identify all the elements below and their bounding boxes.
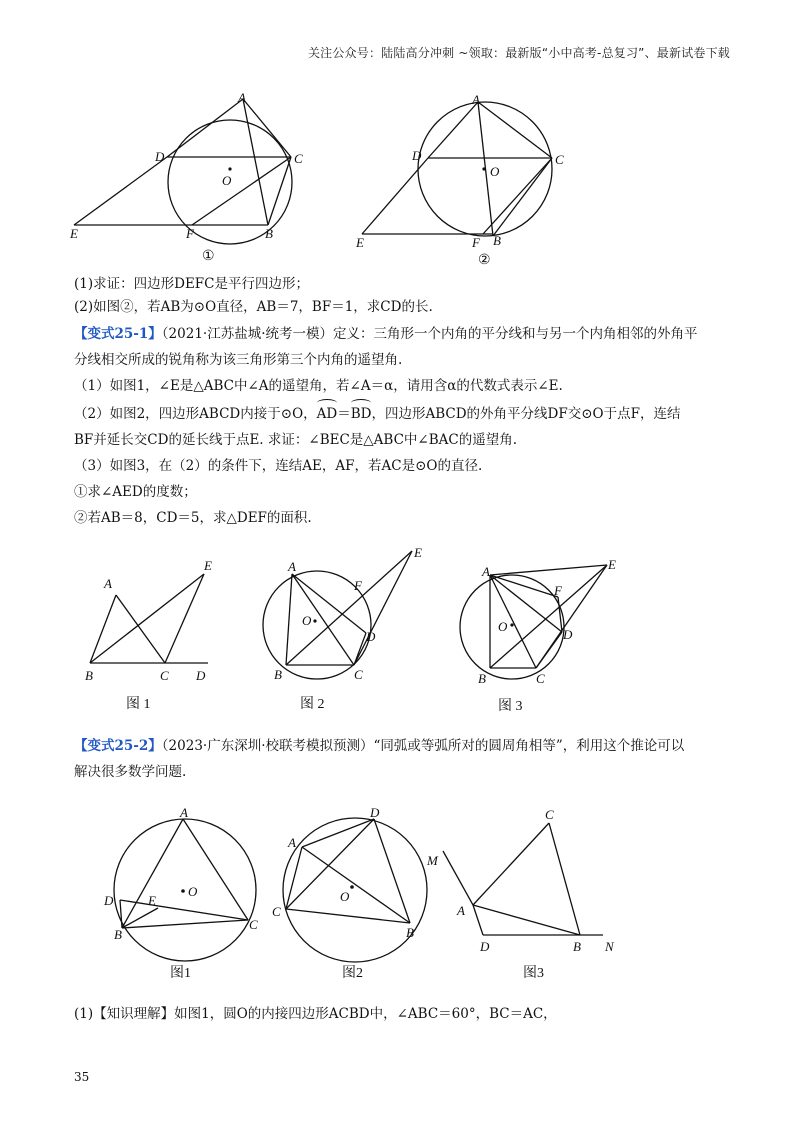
page-number: 35 [74, 1070, 90, 1084]
variant-lead: 【变式25-1】 [74, 326, 162, 342]
label-O: O [340, 889, 350, 904]
label-C: C [160, 668, 169, 683]
label-B: B [406, 925, 414, 940]
arc-bd: BD [350, 406, 372, 422]
label-B: B [274, 667, 282, 682]
arc-ad: AD [316, 406, 338, 422]
variant-lead: 【变式25-2】 [74, 738, 162, 754]
label-C: C [545, 807, 554, 822]
label-O: O [490, 164, 500, 179]
label-B: B [493, 233, 501, 248]
label-C: C [354, 667, 363, 682]
caption: 图2 [342, 966, 363, 981]
label-E: E [608, 557, 616, 572]
label-D: D [366, 629, 376, 644]
label-E: E [70, 226, 78, 241]
figure-top-1 [60, 92, 310, 272]
caption: 图3 [523, 966, 544, 981]
label-O: O [222, 173, 232, 188]
variant-25-1-q3-1: ①求∠AED的度数； [74, 484, 197, 500]
label-E: E [414, 545, 422, 560]
figure-mid-2 [262, 545, 442, 715]
label-D: D [104, 893, 114, 908]
label-O: O [188, 884, 198, 899]
label-N: N [605, 939, 614, 954]
figure-bottom-2 [270, 805, 440, 985]
label-C: C [272, 904, 281, 919]
caption: 图 3 [498, 699, 523, 714]
figure-bottom-3 [425, 805, 625, 985]
label-F: F [354, 578, 362, 593]
label-O: O [498, 619, 508, 634]
problem-q1: (1)求证：四边形DEFC是平行四边形； [74, 276, 309, 292]
caption: ① [202, 249, 215, 264]
variant-25-1-q3-2: ②若AB＝8，CD＝5，求△DEF的面积. [74, 510, 312, 526]
variant-25-1-q1: （1）如图1，∠E是△ABC中∠A的遥望角，若∠A＝α，请用含α的代数式表示∠E. [74, 378, 563, 394]
label-D: D [196, 668, 206, 683]
label-D: D [480, 939, 490, 954]
caption: 图 2 [300, 697, 325, 712]
label-D: D [412, 148, 422, 163]
variant-25-1-q3: （3）如图3，在（2）的条件下，连结AE，AF，若AC是⊙O的直径. [74, 458, 483, 474]
label-C: C [536, 671, 545, 686]
problem-q2: (2)如图②，若AB为⊙O直径，AB＝7，BF＝1，求CD的长. [74, 299, 433, 315]
label-A: A [482, 564, 490, 579]
label-F: F [472, 235, 480, 250]
label-B: B [573, 939, 581, 954]
label-C: C [249, 917, 258, 932]
label-E: E [148, 893, 156, 908]
label-D: D [370, 805, 380, 820]
label-D: D [563, 627, 573, 642]
label-A: A [104, 576, 112, 591]
label-F: F [554, 583, 562, 598]
figure-top-2 [350, 92, 580, 272]
page-header: 关注公众号：陆陆高分冲刺 ~领取：最新版“小中高考-总复习”、最新试卷下载 [307, 46, 730, 60]
variant-25-1-intro-2: 分线相交所成的锐角称为该三角形第三个内角的遥望角. [74, 352, 403, 368]
label-A: A [288, 835, 296, 850]
label-B: B [478, 671, 486, 686]
label-F: F [186, 226, 194, 241]
label-B: B [265, 226, 273, 241]
figure-mid-3 [470, 555, 630, 720]
label-M: M [427, 853, 438, 868]
label-B: B [85, 668, 93, 683]
label-C: C [294, 151, 303, 166]
figure-bottom-1 [100, 805, 270, 985]
label-A: A [180, 805, 188, 820]
label-E: E [204, 558, 212, 573]
caption: ② [478, 253, 491, 268]
label-A: A [472, 92, 480, 107]
variant-25-1-q2-cont: BF并延长交CD的延长线于点E. 求证：∠BEC是△ABC中∠BAC的遥望角. [74, 432, 518, 448]
label-C: C [555, 152, 564, 167]
figure-mid-1 [80, 552, 230, 717]
variant-25-1-q2: （2）如图2，四边形ABCD内接于⊙O，AD＝BD，四边形ABCD的外角平分线DF交⊙O于点F，连结 [74, 406, 681, 422]
caption: 图 1 [126, 697, 151, 712]
label-A: A [238, 90, 246, 105]
label-A: A [457, 903, 465, 918]
caption: 图1 [170, 966, 191, 981]
label-E: E [356, 235, 364, 250]
variant-25-1-intro: 【变式25-1】（2021·江苏盐城·统考一模）定义：三角形一个内角的平分线和与另一个内角相邻的外角平 [74, 326, 698, 342]
label-A: A [288, 559, 296, 574]
variant-25-2-intro-2: 解决很多数学问题. [74, 764, 187, 780]
variant-25-2-intro: 【变式25-2】（2023·广东深圳·校联考模拟预测）“同弧或等弧所对的圆周角相等”，利用这个推论可以 [74, 738, 685, 754]
label-O: O [302, 613, 312, 628]
label-D: D [155, 149, 165, 164]
knowledge-q1: (1)【知识理解】如图1，圆O的内接四边形ACBD中，∠ABC＝60°，BC＝AC， [74, 1006, 557, 1022]
label-B: B [114, 927, 122, 942]
